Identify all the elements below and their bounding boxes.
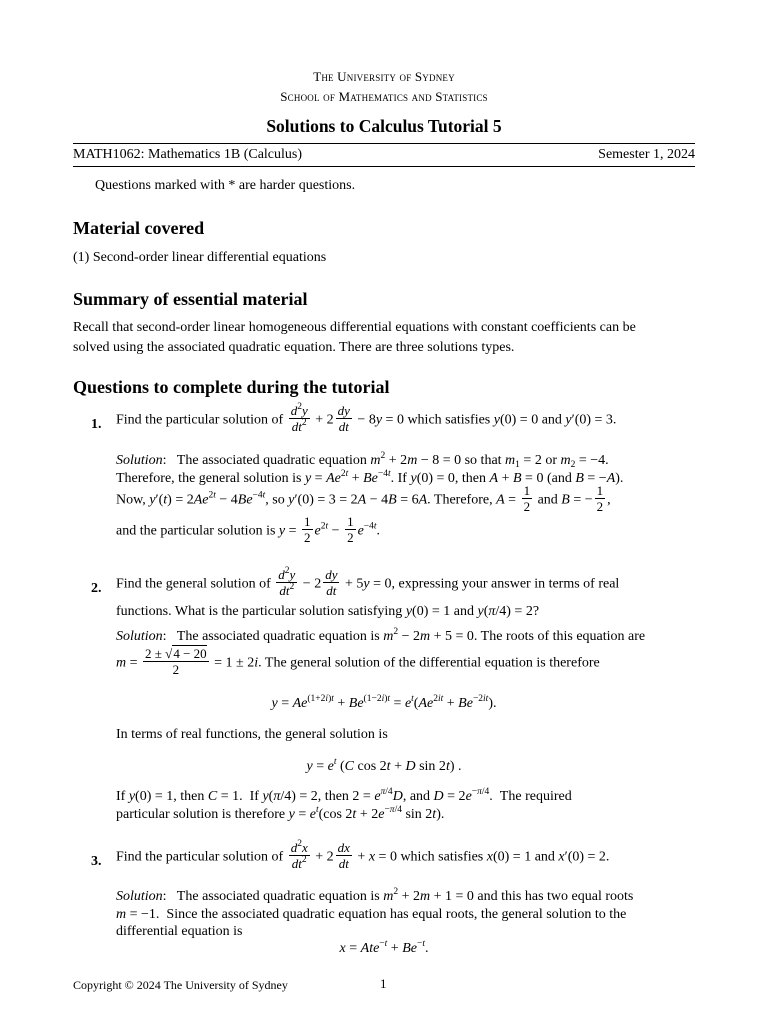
intro-note: Questions marked with * are harder questions.	[95, 178, 356, 193]
solution-3-line-1: Solution: The associated quadratic equation is $m^2 + 2m + 1 = 0$ and this has two equal roots	[116, 887, 634, 904]
semester-label: Semester 1, 2024	[598, 147, 695, 162]
solution-2-line-3: In terms of real functions, the general solution is	[116, 727, 388, 742]
solution-label: Solution	[116, 629, 163, 644]
summary-line-1: Recall that second-order linear homogeneous differential equations with constant coefficients can be	[73, 320, 636, 335]
footer-copyright: Copyright © 2024 The University of Sydney	[73, 978, 288, 992]
solution-3-line-3: differential equation is	[116, 924, 243, 939]
solution-label: Solution	[116, 889, 163, 904]
question-number: 3.	[91, 854, 102, 869]
header-rule-top	[73, 143, 695, 144]
solution-1-line-1: Solution: The associated quadratic equation $m^2 + 2m - 8 = 0$ so that $m_1 = 2$ or $m_2 = -4$.	[116, 451, 609, 470]
solution-1-line-3: Now, $y'(t) = 2Ae^{2t} - 4Be^{-4t}$, so y′(0) = 3 = 2A − 4B = 6A. Therefore, A = $\frac{1}{2}$ and B = − $\frac{1}{2}$ ,	[116, 483, 611, 514]
solution-3-equation: $x = Ate^{-t} + Be^{-t}$.	[339, 939, 429, 956]
question-2-text-1: Find the general solution of $\frac{d^2y}{dt^2}$ − 2 $\frac{dy}{dt}$ + 5y = 0, expressing your answer in terms of real	[116, 566, 620, 598]
solution-3-line-2: m = −1. Since the associated quadratic equation has equal roots, the general solution to the	[116, 907, 627, 922]
solution-2-equation-1: $y = Ae^{(1+2i)t} + Be^{(1-2i)t} = e^t(Ae^{2it} + Be^{-2it})$.	[271, 694, 497, 711]
question-number: 1.	[91, 417, 102, 432]
summary-heading: Summary of essential material	[73, 289, 308, 309]
question-3-text: Find the particular solution of $\frac{d^2x}{dt^2}$ + 2 $\frac{dx}{dt}$ + x = 0 which satisfies x(0) = 1 and x′(0) = 2.	[116, 839, 610, 871]
solution-1-line-4: and the particular solution is y = $\frac{1}{2}$ $e^{2t}$ − $\frac{1}{2}$ $e^{-4t}$.	[116, 514, 381, 545]
solution-2-equation-2: $y = e^t$ (C cos 2t + D sin 2t) .	[306, 757, 462, 774]
material-heading: Material covered	[73, 218, 205, 238]
solution-2-line-5: particular solution is therefore $y = e^t(\cos$ $2t + 2e^{-\pi/4}$ sin 2t).	[116, 805, 445, 822]
solution-2-line-4: If y(0) = 1, then C = 1. If y(π/4) = 2, then $2 = e^{\pi/4}D$, and $D = 2e^{-\pi/4}$. The required	[116, 787, 572, 804]
school-name: School of Mathematics and Statistics	[280, 89, 488, 104]
question-number: 2.	[91, 581, 102, 596]
solution-label: Solution	[116, 453, 163, 468]
summary-line-2: solved using the associated quadratic equation. There are three solutions types.	[73, 340, 515, 355]
page-number: 1	[380, 976, 387, 991]
header-rule-bottom	[73, 166, 695, 167]
material-item: (1) Second-order linear differential equations	[73, 250, 327, 265]
question-1-text: Find the particular solution of $\frac{d^2y}{dt^2}$ + 2 $\frac{dy}{dt}$ − 8y = 0 which satisfies y(0) = 0 and y′(0) = 3.	[116, 402, 617, 434]
university-name: The University of Sydney	[313, 69, 455, 84]
questions-heading: Questions to complete during the tutorial	[73, 377, 390, 397]
solution-2-line-2: m = $\frac{2 \pm √4 - 20}{2}$ = 1 ± 2i. The general solution of the differential equation is therefore	[116, 646, 600, 677]
document-title: Solutions to Calculus Tutorial 5	[266, 116, 502, 136]
question-2-text-2: functions. What is the particular solution satisfying y(0) = 1 and y(π/4) = 2?	[116, 604, 540, 619]
course-code: MATH1062: Mathematics 1B (Calculus)	[73, 147, 303, 162]
solution-2-line-1: Solution: The associated quadratic equation is $m^2 - 2m + 5 = 0$. The roots of this equation are	[116, 627, 646, 644]
solution-1-line-2: Therefore, the general solution is $y = Ae^{2t} + Be^{-4t}$. If y(0) = 0, then A + B = 0 (and B = −A).	[116, 469, 624, 486]
